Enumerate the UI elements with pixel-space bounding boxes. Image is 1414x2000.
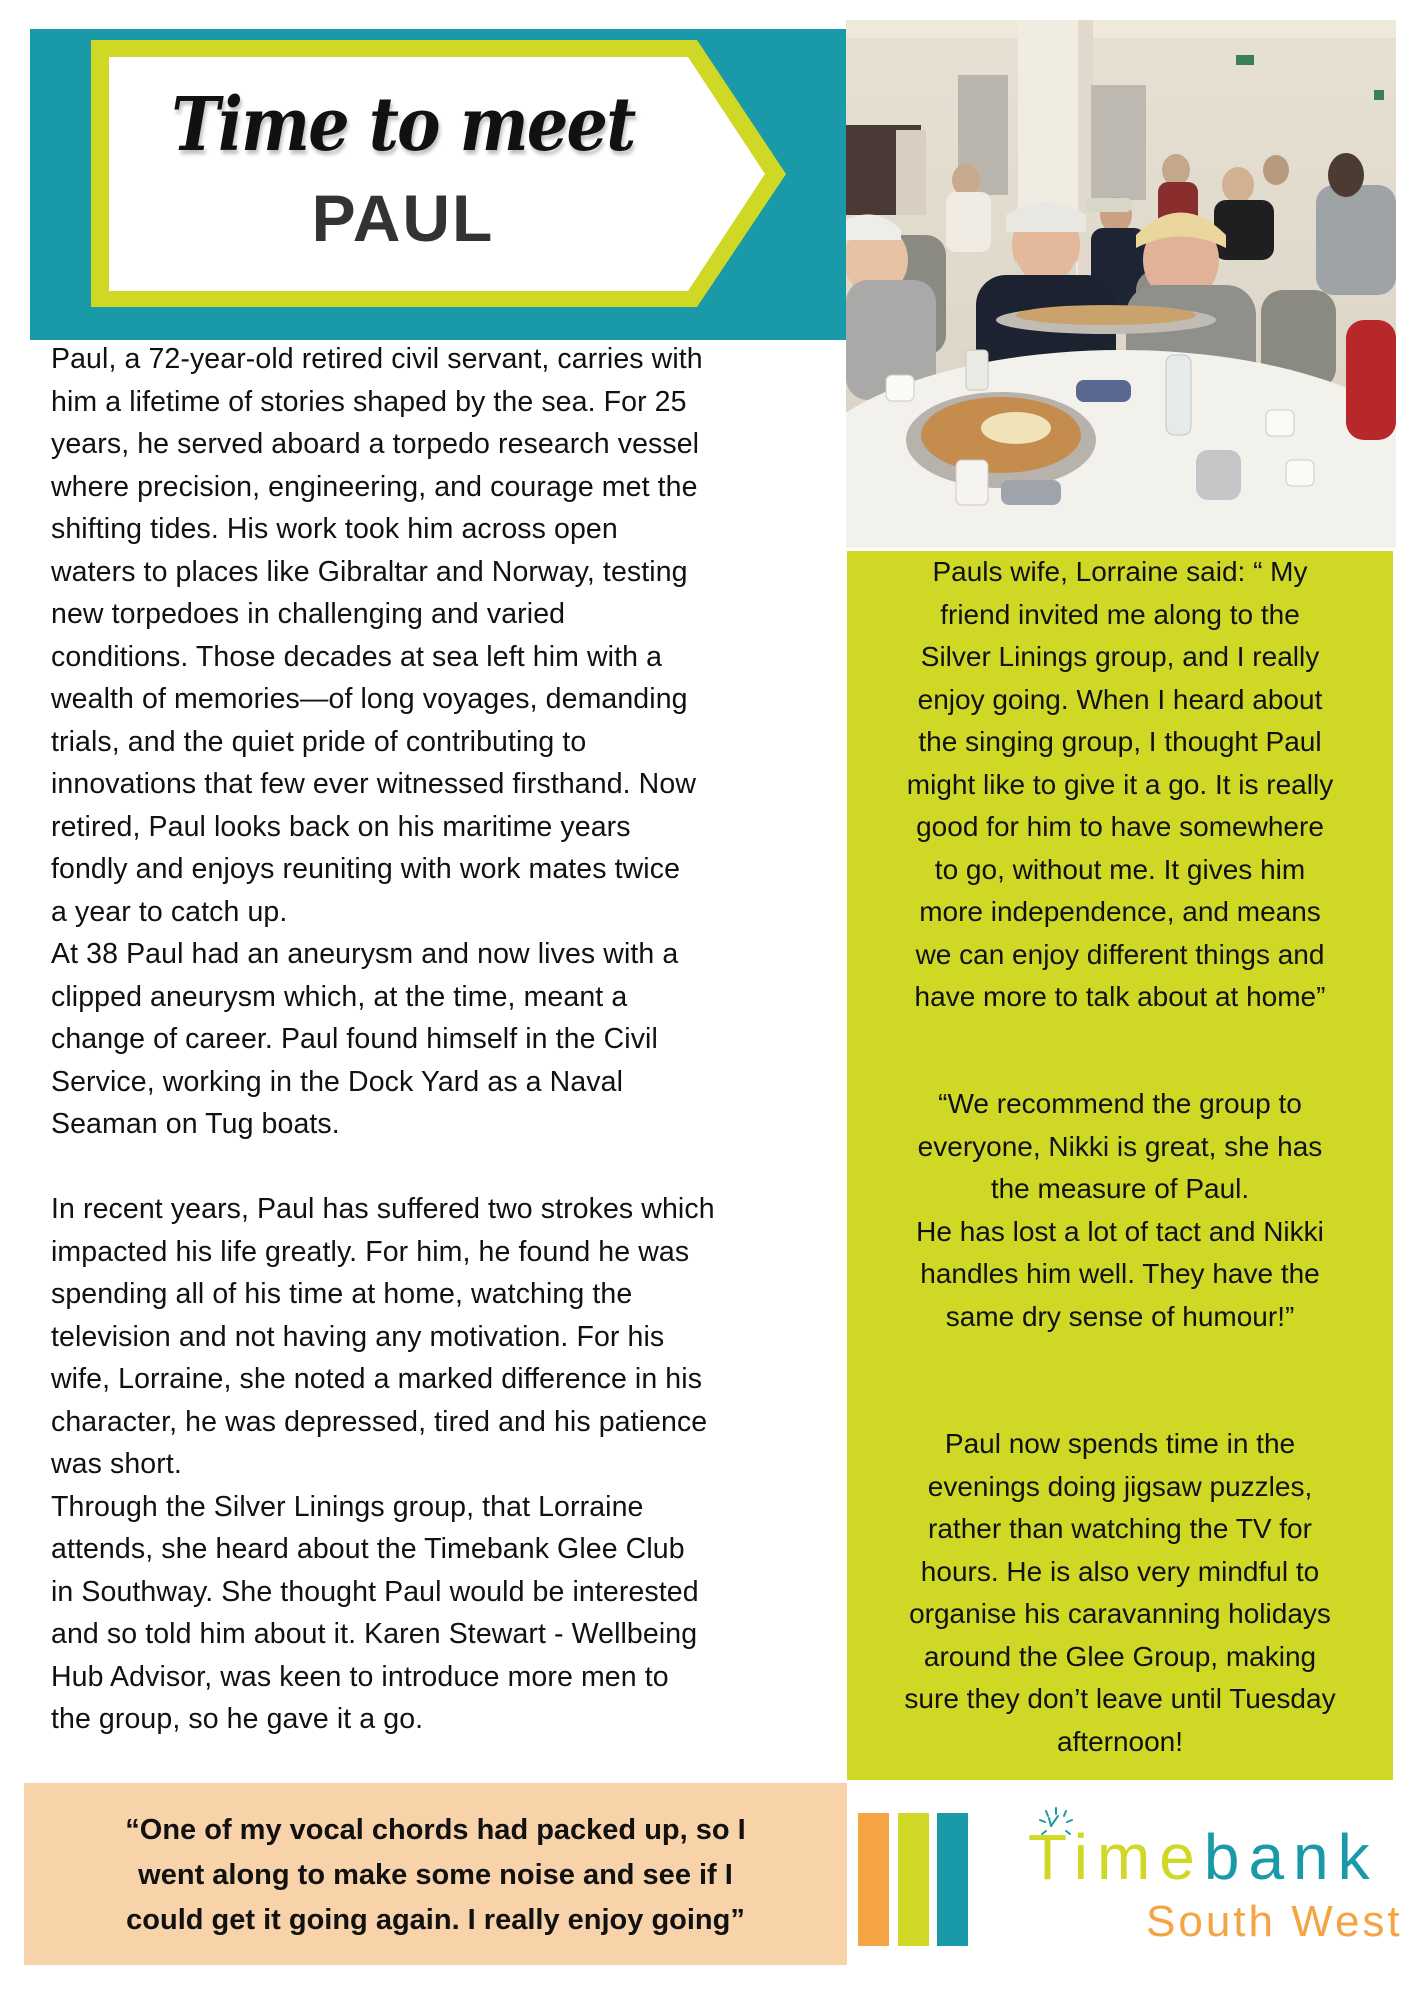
story-line: Hub Advisor, was keen to introduce more men to <box>51 1660 669 1693</box>
recommend-quote-line: He has lost a lot of tact and Nikki <box>916 1215 1324 1247</box>
story-line: At 38 Paul had an aneurysm and now lives with a <box>51 938 679 970</box>
wife-quote-line: enjoy going. When I heard about <box>917 683 1323 715</box>
recommend-quote-line: “We recommend the group to <box>938 1088 1302 1119</box>
wife-quote-line: more independence, and means <box>919 896 1321 927</box>
story-line: In recent years, Paul has suffered two strokes which <box>51 1193 715 1225</box>
timebank-logo <box>850 1800 1403 1970</box>
story-line: wife, Lorraine, she noted a marked difference in his <box>51 1363 703 1395</box>
logo-word-bank: bank <box>1203 1821 1379 1893</box>
now-text-line: organise his caravanning holidays <box>909 1598 1331 1629</box>
wife-quote <box>847 551 1393 1019</box>
story-line: change of career. Paul found himself in the Civil <box>51 1023 658 1055</box>
story-line: Through the Silver Linings group, that Lorraine <box>51 1490 644 1523</box>
recommend-quote-line: handles him well. They have the <box>920 1258 1320 1289</box>
logo-bar-teal <box>937 1813 968 1946</box>
story-line-blank <box>51 1146 846 1189</box>
recommend-quote-line: same dry sense of humour!” <box>945 1300 1295 1332</box>
wife-quote-line: good for him to have somewhere <box>916 811 1324 842</box>
now-text-line: hours. He is also very mindful to <box>920 1555 1320 1587</box>
story-line: retired, Paul looks back on his maritime years <box>51 810 631 843</box>
story-line: and so told him about it. Karen Stewart - Wellbeing <box>51 1618 698 1650</box>
now-text <box>847 1423 1393 1763</box>
story-line: character, he was depressed, tired and his patience <box>51 1405 708 1438</box>
story-line: shifting tides. His work took him across open <box>51 513 618 545</box>
pull-quote-line: went along to make some noise and see if I <box>138 1859 733 1891</box>
group-photo <box>846 20 1396 548</box>
story-line: years, he served aboard a torpedo research vessel <box>51 428 700 460</box>
story-line: Seaman on Tug boats. <box>51 1108 340 1140</box>
story-line: wealth of memories—of long voyages, demanding <box>51 683 688 715</box>
now-text-line: sure they don’t leave until Tuesday <box>904 1683 1336 1714</box>
now-text-line: rather than watching the TV for <box>928 1513 1312 1544</box>
logo-bar-orange <box>858 1813 889 1946</box>
recommend-quote <box>847 1083 1393 1338</box>
logo-bar-lime <box>898 1813 929 1946</box>
wife-quote-line: friend invited me along to the <box>940 598 1300 630</box>
story-line: attends, she heard about the Timebank Glee Club <box>51 1533 685 1565</box>
recommend-quote-line: the measure of Paul. <box>990 1173 1250 1204</box>
story-line: Paul, a 72-year-old retired civil servant, carries with <box>51 343 703 375</box>
story-line: waters to places like Gibraltar and Norway, testing <box>51 555 688 588</box>
wife-quote-line: have more to talk about at home” <box>914 981 1326 1012</box>
page-title-name: PAUL <box>311 181 495 255</box>
story-line: impacted his life greatly. For him, he found he was <box>51 1235 690 1268</box>
story-line: innovations that few ever witnessed firsthand. Now <box>51 768 696 800</box>
story-line: a year to catch up. <box>51 895 288 928</box>
now-text-line: evenings doing jigsaw puzzles, <box>927 1470 1313 1502</box>
wife-quote-line: might like to give it a go. It is really <box>906 768 1334 800</box>
pull-quote-line: “One of my vocal chords had packed up, so I <box>125 1814 746 1846</box>
story-line: spending all of his time at home, watching the <box>51 1278 633 1310</box>
wife-quote-line: to go, without me. It gives him <box>934 853 1306 885</box>
sidebar-quotes <box>847 551 1393 1780</box>
page-title-script: Time to meet <box>171 82 635 168</box>
now-text-line: around the Glee Group, making <box>923 1640 1317 1672</box>
logo-word-time: Time <box>1028 1821 1204 1893</box>
wife-quote-line: the singing group, I thought Paul <box>918 726 1322 757</box>
story-line: where precision, engineering, and courage met the <box>51 470 698 503</box>
story-line: was short. <box>51 1448 182 1480</box>
logo-wordmark <box>1028 1822 1379 1892</box>
now-text-line: afternoon! <box>1056 1725 1184 1757</box>
pull-quote <box>24 1783 847 1965</box>
story-line: clipped aneurysm which, at the time, meant a <box>51 980 628 1013</box>
story-line: television and not having any motivation. For his <box>51 1320 665 1353</box>
story-text <box>51 338 846 1741</box>
wife-quote-line: we can enjoy different things and <box>915 938 1325 970</box>
story-line: trials, and the quiet pride of contributing to <box>51 725 587 758</box>
group-photo-icon <box>846 20 1396 548</box>
wife-quote-line: Pauls wife, Lorraine said: “ My <box>932 556 1308 587</box>
story-line: fondly and enjoys reuniting with work mates twice <box>51 853 681 885</box>
logo-subtitle: South West <box>1146 1897 1403 1946</box>
wife-quote-line: Silver Linings group, and I really <box>920 641 1320 672</box>
header-banner <box>30 29 846 340</box>
story-line: in Southway. She thought Paul would be interested <box>51 1575 699 1608</box>
story-line: the group, so he gave it a go. <box>51 1703 424 1735</box>
story-line: him a lifetime of stories shaped by the sea. For 25 <box>51 385 687 418</box>
pull-quote-text <box>24 1808 847 1943</box>
recommend-quote-line: everyone, Nikki is great, she has <box>917 1130 1323 1162</box>
story-line: Service, working in the Dock Yard as a Naval <box>51 1065 624 1098</box>
now-text-line: Paul now spends time in the <box>944 1428 1296 1459</box>
story-line: conditions. Those decades at sea left him with a <box>51 640 663 673</box>
pull-quote-line: could get it going again. I really enjoy going” <box>126 1904 745 1936</box>
story-line: new torpedoes in challenging and varied <box>51 598 566 630</box>
